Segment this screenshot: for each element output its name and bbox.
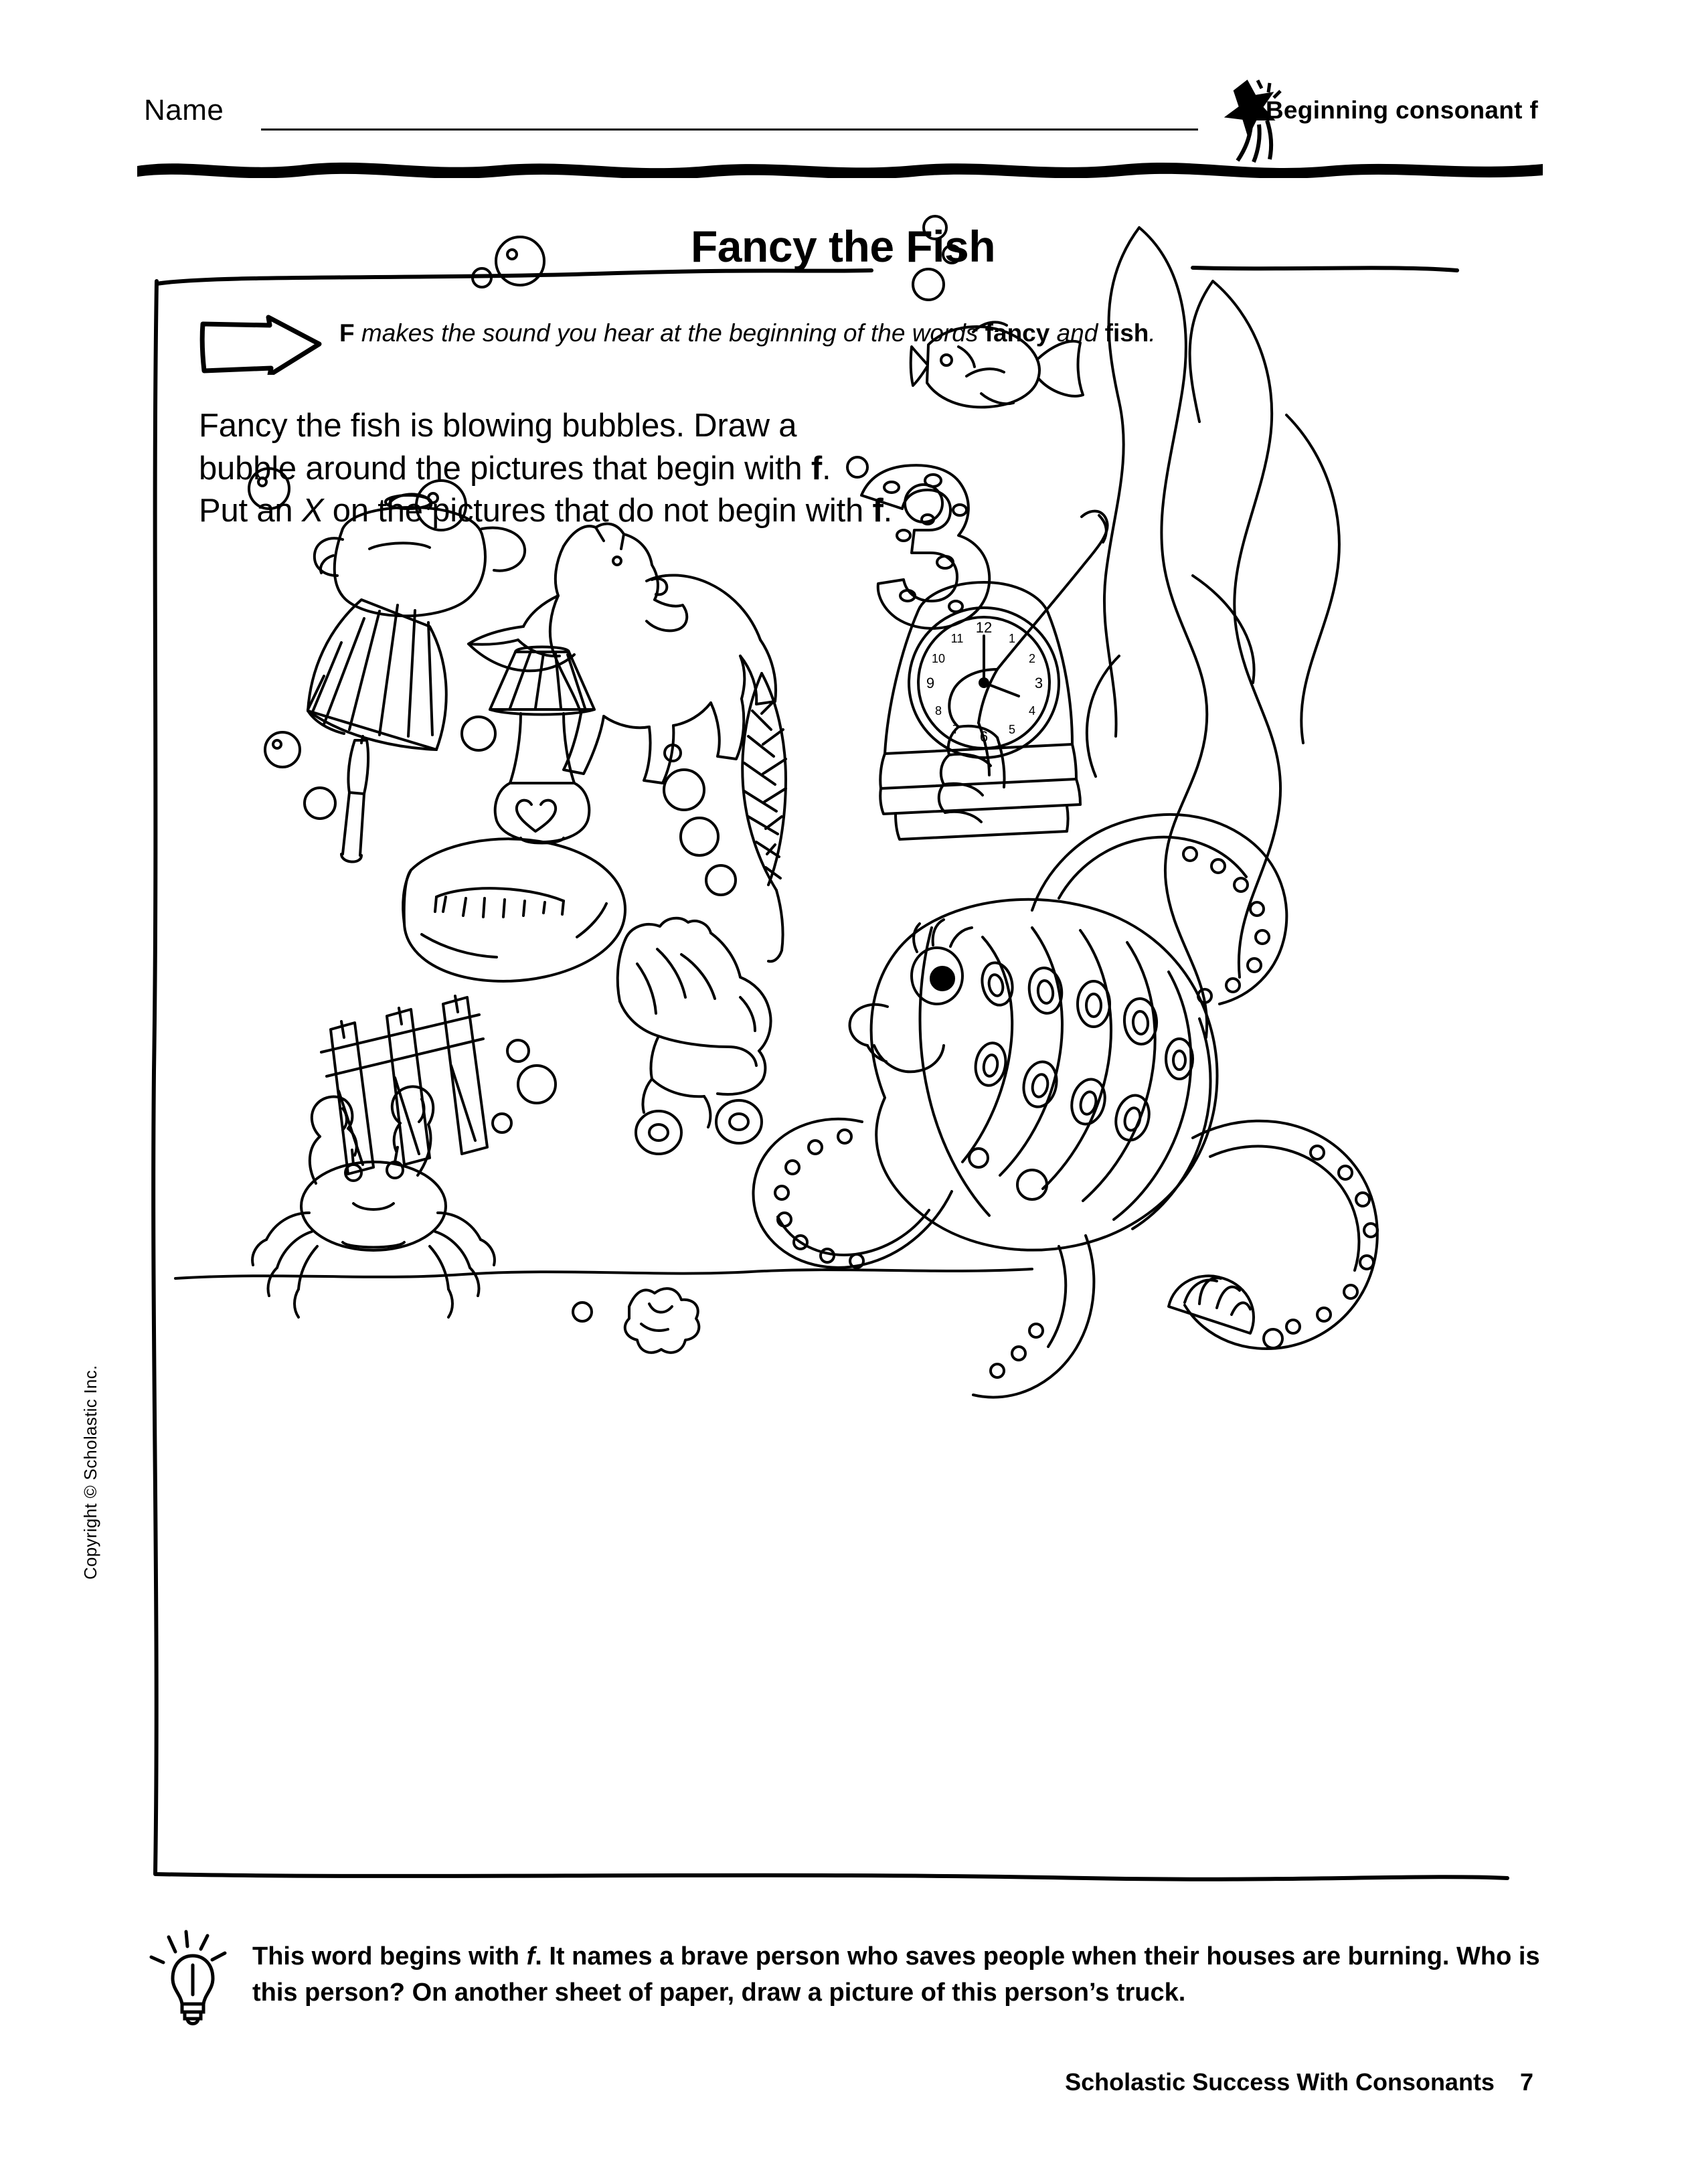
directions-line-2c: . — [822, 450, 831, 487]
svg-text:11: 11 — [950, 632, 964, 645]
rule-word-1: fancy — [985, 319, 1050, 347]
page-title: Fancy the Fish — [690, 222, 996, 271]
tip-letter: f — [526, 1942, 535, 1970]
lightbulb-icon — [149, 1928, 236, 2028]
svg-text:2: 2 — [1028, 652, 1036, 665]
svg-text:7: 7 — [952, 723, 960, 736]
svg-text:4: 4 — [1028, 704, 1036, 718]
skill-label: Beginning consonant f — [1265, 96, 1538, 124]
directions-text — [199, 405, 1256, 533]
page-number: 7 — [1519, 2068, 1533, 2096]
tip-text — [252, 1938, 1541, 2011]
svg-text:12: 12 — [975, 619, 993, 636]
copyright-notice: Copyright © Scholastic Inc. — [80, 1365, 100, 1580]
tip-section — [149, 1928, 1541, 2041]
svg-text:10: 10 — [931, 652, 946, 665]
directions-line-2b: f — [811, 450, 822, 487]
rule-end: . — [1149, 319, 1156, 347]
directions-line-3c: on the pictures that do not begin with — [323, 493, 873, 529]
page-footer — [1065, 2068, 1533, 2096]
svg-text:8: 8 — [934, 704, 942, 718]
page-header — [144, 87, 1538, 141]
rule-word-2: fish — [1104, 319, 1149, 347]
svg-text:3: 3 — [1034, 675, 1043, 691]
book-title: Scholastic Success With Consonants — [1065, 2068, 1495, 2096]
name-write-line[interactable] — [261, 129, 1198, 131]
name-label: Name — [144, 94, 224, 127]
svg-text:5: 5 — [1008, 723, 1016, 736]
directions-line-3b: X — [301, 493, 324, 529]
svg-text:6: 6 — [979, 728, 989, 745]
directions-line-3e: . — [883, 493, 893, 529]
rule-statement — [339, 316, 1223, 351]
rule-join: and — [1049, 319, 1105, 347]
header-divider — [137, 155, 1543, 178]
directions-line-1: Fancy the fish is blowing bubbles. Draw a — [199, 408, 797, 444]
worksheet-frame — [149, 201, 1537, 1887]
arrow-right-icon — [199, 315, 323, 375]
rule-letter: F — [339, 319, 355, 347]
directions-line-3a: Put an — [199, 493, 302, 529]
directions-line-3d: f — [872, 493, 884, 529]
tip-text-a: This word begins with — [252, 1942, 527, 1970]
rule-text-1: makes the sound you hear at the beginning of the words — [354, 319, 985, 347]
svg-text:1: 1 — [1008, 632, 1016, 645]
directions-line-2a: bubble around the pictures that begin with — [199, 450, 811, 487]
tip-text-c: . It names a brave person who saves people when their houses are burning. Who is this person? On another sheet of paper, draw a picture of this person’s truck. — [252, 1942, 1540, 2007]
svg-text:9: 9 — [926, 675, 935, 691]
